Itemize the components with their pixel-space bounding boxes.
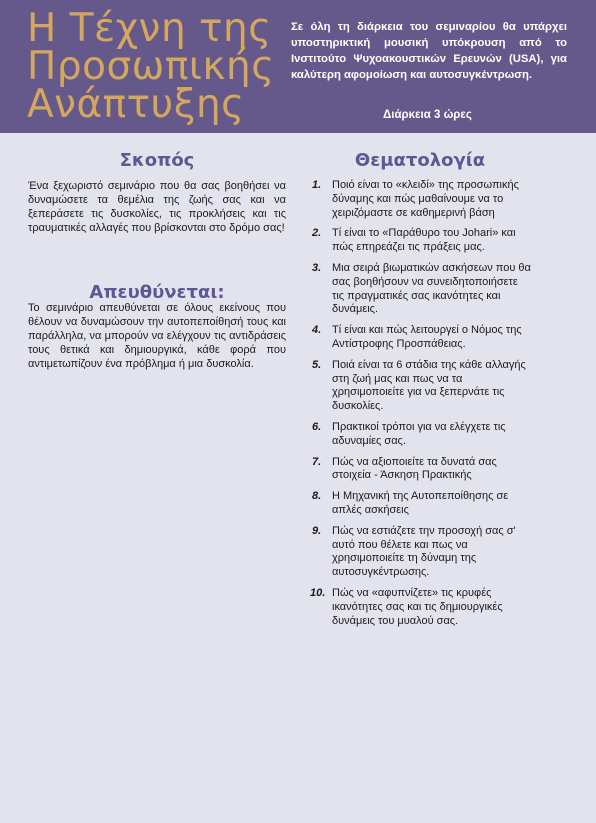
topic-item [310,421,532,449]
topic-item [310,490,532,518]
header-banner [0,0,596,133]
topic-number: 2. [312,227,322,240]
topic-item [310,359,532,414]
topics-heading: Θεματολογία [354,150,486,171]
topic-text: Τί είναι το «Παράθυρο του Johari» και πώς επηρεάζει τις πράξεις μας. [332,227,516,254]
seminar-description: Σε όλη τη διάρκεια του σεμιναρίου θα υπάρχει υποστηρικτική μουσική υπόκρουση από το Ινστιτούτο Ψυχοακουστικών Ερευνών (USA), για καλύτερη αφομοίωση και αυτοσυγκέντρωση. [291,21,567,81]
page-title [27,6,275,127]
topic-item [310,456,532,484]
topic-number: 3. [312,261,322,274]
topic-number: 10. [310,586,326,599]
purpose-text: Ένα ξεχωριστό σεμινάριο που θα σας βοηθήσει να δυναμώσετε τα θεμέλια της ζωής σας και να ξεπεράσετε τις δυσκολίες, τις προκλήσεις και τις τραυματικές αλλαγές που βρίσκονται στο δρόμο σας! [28,180,286,234]
topic-text: Τί είναι και πώς λειτουργεί ο Νόμος της Αντίστροφης Προσπάθειας. [332,324,522,350]
topic-item [310,324,532,352]
topic-text: Η Μηχανική της Αυτοπεποίθησης σε απλές ασκήσεις [332,490,509,516]
title-line-2: Προσωπικής [27,44,275,89]
topic-number: 4. [312,324,322,337]
title-line-1: Η Τέχνη της [27,6,272,51]
topic-text: Πρακτικοί τρόποι για να ελέγχετε τις αδυναμίες σας. [332,420,506,447]
topic-item [310,525,532,580]
seminar-duration: Διάρκεια 3 ώρες [383,109,472,121]
topic-number: 9. [312,524,322,537]
audience-heading: Απευθύνεται: [89,282,225,303]
topic-text: Ποιό είναι το «κλειδί» της προσωπικής δύναμης και πώς μαθαίνουμε να το χειριζόμαστε σε καθημερινή βάση [332,179,519,219]
topic-text: Πώς να αξιοποιείτε τα δυνατά σας στοιχεία - Άσκηση Πρακτικής [332,455,497,482]
topic-text: Ποιά είναι τα 6 στάδια της κάθε αλλαγής στη ζωή μας και πως να τα χρησιμοποιείτε για να ξεπερνάτε τις δυσκολίες. [332,358,526,413]
topic-number: 5. [312,358,322,371]
topic-item [310,262,532,317]
topic-item [310,179,532,220]
topic-number: 8. [312,490,322,503]
topic-number: 6. [312,420,322,433]
topic-text: Πώς να εστιάζετε την προσοχή σας σ' αυτό που θέλετε και πως να χρησιμοποιείτε τη δύναμη της αυτοσυγκέντρωσης. [332,524,516,579]
topic-number: 1. [312,179,322,191]
topics-list [310,179,532,635]
audience-text: Το σεμινάριο απευθύνεται σε όλους εκείνους που θέλουν να δυναμώσουν την αυτοπεποίθησή τους και παράλληλα, να μπορούν να ελέγχουν τις αντιδράσεις τους θετικά και δημιουργικά, κάθε φορά που αντιμετωπίζουν ένα πρόβλημα ή μια δυσκολία. [28,302,286,370]
topic-item [310,227,532,255]
title-line-3: Ανάπτυξης [27,82,245,127]
topic-text: Πώς να «αφυπνίζετε» τις κρυφές ικανότητες σας και τις δημιουργικές δυνάμεις του μυαλού σας. [332,586,503,627]
topic-number: 7. [312,455,322,468]
topic-text: Μια σειρά βιωματικών ασκήσεων που θα σας βοηθήσουν να συνειδητοποιήσετε τις πραγματικές σας ικανότητες και δυνάμεις. [332,261,531,316]
topic-item [310,587,532,628]
purpose-heading: Σκοπός [119,150,195,171]
